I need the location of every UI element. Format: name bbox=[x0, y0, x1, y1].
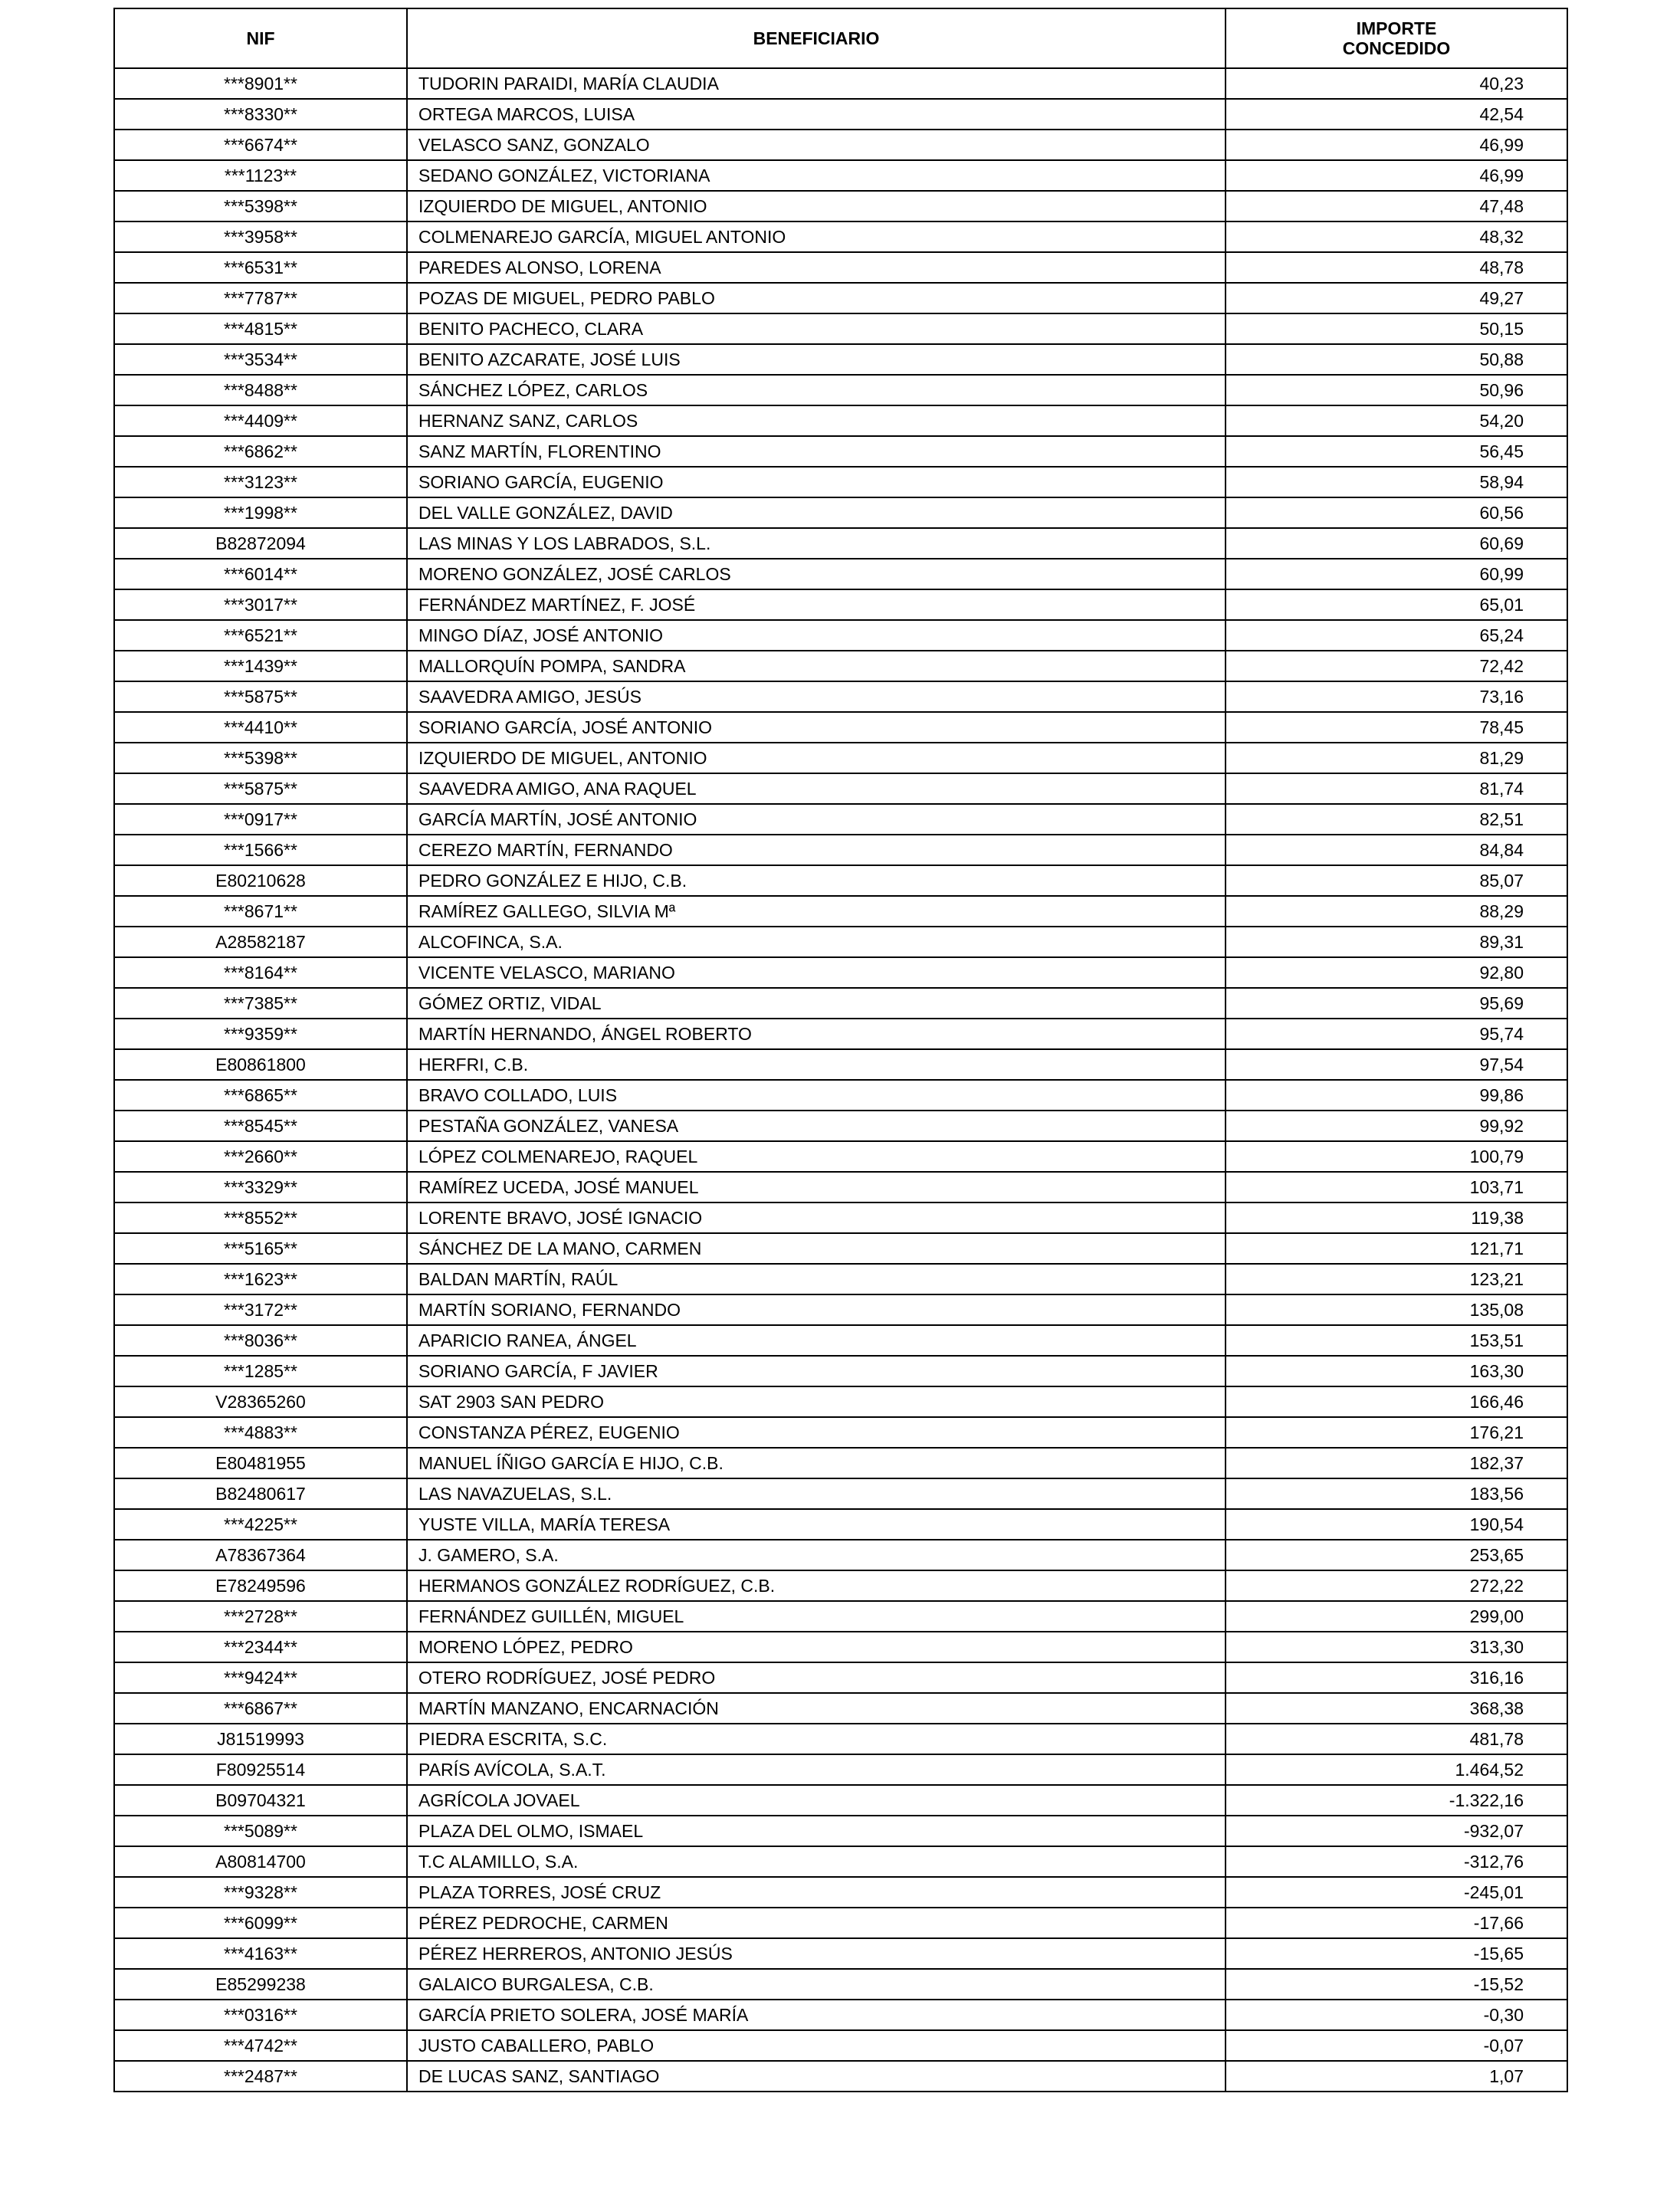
nif-cell: ***8552** bbox=[114, 1202, 407, 1233]
beneficiario-cell: JUSTO CABALLERO, PABLO bbox=[407, 2030, 1226, 2061]
nif-cell: ***0917** bbox=[114, 804, 407, 835]
table-row bbox=[114, 2030, 1567, 2061]
importe-cell: 481,78 bbox=[1226, 1724, 1567, 1754]
header-importe-line2: CONCEDIDO bbox=[1342, 38, 1451, 58]
beneficiario-cell: HERNANZ SANZ, CARLOS bbox=[407, 405, 1226, 436]
beneficiario-cell: MORENO GONZÁLEZ, JOSÉ CARLOS bbox=[407, 559, 1226, 589]
nif-cell: V28365260 bbox=[114, 1386, 407, 1417]
table-row bbox=[114, 1908, 1567, 1938]
beneficiario-cell: PLAZA TORRES, JOSÉ CRUZ bbox=[407, 1877, 1226, 1908]
nif-cell: ***8164** bbox=[114, 957, 407, 988]
importe-cell: 65,01 bbox=[1226, 589, 1567, 620]
importe-cell: 46,99 bbox=[1226, 160, 1567, 191]
nif-cell: B82872094 bbox=[114, 528, 407, 559]
nif-cell: ***1998** bbox=[114, 497, 407, 528]
importe-cell: 97,54 bbox=[1226, 1049, 1567, 1080]
beneficiario-cell: MARTÍN SORIANO, FERNANDO bbox=[407, 1294, 1226, 1325]
table-row bbox=[114, 1386, 1567, 1417]
importe-cell: 253,65 bbox=[1226, 1540, 1567, 1570]
nif-cell: ***6674** bbox=[114, 130, 407, 160]
nif-cell: ***5089** bbox=[114, 1816, 407, 1846]
table-row bbox=[114, 1049, 1567, 1080]
importe-cell: 368,38 bbox=[1226, 1693, 1567, 1724]
nif-cell: F80925514 bbox=[114, 1754, 407, 1785]
nif-cell: E80210628 bbox=[114, 865, 407, 896]
nif-cell: B09704321 bbox=[114, 1785, 407, 1816]
nif-cell: ***6865** bbox=[114, 1080, 407, 1111]
nif-cell: ***6521** bbox=[114, 620, 407, 651]
table-row bbox=[114, 467, 1567, 497]
table-row bbox=[114, 436, 1567, 467]
table-row bbox=[114, 743, 1567, 773]
importe-cell: 48,32 bbox=[1226, 221, 1567, 252]
beneficiario-cell: PESTAÑA GONZÁLEZ, VANESA bbox=[407, 1111, 1226, 1141]
beneficiario-cell: LORENTE BRAVO, JOSÉ IGNACIO bbox=[407, 1202, 1226, 1233]
beneficiario-cell: BENITO AZCARATE, JOSÉ LUIS bbox=[407, 344, 1226, 375]
nif-cell: ***4410** bbox=[114, 712, 407, 743]
table-row bbox=[114, 1019, 1567, 1049]
importe-cell: 272,22 bbox=[1226, 1570, 1567, 1601]
beneficiario-cell: IZQUIERDO DE MIGUEL, ANTONIO bbox=[407, 743, 1226, 773]
beneficiario-cell: SORIANO GARCÍA, JOSÉ ANTONIO bbox=[407, 712, 1226, 743]
beneficiario-cell: AGRÍCOLA JOVAEL bbox=[407, 1785, 1226, 1816]
beneficiario-cell: T.C ALAMILLO, S.A. bbox=[407, 1846, 1226, 1877]
importe-cell: -1.322,16 bbox=[1226, 1785, 1567, 1816]
nif-cell: ***4163** bbox=[114, 1938, 407, 1969]
beneficiario-cell: OTERO RODRÍGUEZ, JOSÉ PEDRO bbox=[407, 1662, 1226, 1693]
beneficiario-cell: SAAVEDRA AMIGO, ANA RAQUEL bbox=[407, 773, 1226, 804]
importe-cell: 46,99 bbox=[1226, 130, 1567, 160]
table-row bbox=[114, 1632, 1567, 1662]
beneficiario-cell: FERNÁNDEZ MARTÍNEZ, F. JOSÉ bbox=[407, 589, 1226, 620]
table-row bbox=[114, 1816, 1567, 1846]
beneficiario-cell: SORIANO GARCÍA, EUGENIO bbox=[407, 467, 1226, 497]
importe-cell: 95,74 bbox=[1226, 1019, 1567, 1049]
table-row bbox=[114, 283, 1567, 313]
beneficiario-cell: SÁNCHEZ LÓPEZ, CARLOS bbox=[407, 375, 1226, 405]
beneficiario-cell: BRAVO COLLADO, LUIS bbox=[407, 1080, 1226, 1111]
nif-cell: ***8330** bbox=[114, 99, 407, 130]
table-row bbox=[114, 99, 1567, 130]
beneficiario-cell: MALLORQUÍN POMPA, SANDRA bbox=[407, 651, 1226, 681]
table-row bbox=[114, 988, 1567, 1019]
importe-cell: 85,07 bbox=[1226, 865, 1567, 896]
table-row bbox=[114, 252, 1567, 283]
beneficiario-cell: DEL VALLE GONZÁLEZ, DAVID bbox=[407, 497, 1226, 528]
beneficiario-cell: CEREZO MARTÍN, FERNANDO bbox=[407, 835, 1226, 865]
nif-cell: ***5398** bbox=[114, 743, 407, 773]
beneficiario-cell: MANUEL ÍÑIGO GARCÍA E HIJO, C.B. bbox=[407, 1448, 1226, 1478]
beneficiario-cell: POZAS DE MIGUEL, PEDRO PABLO bbox=[407, 283, 1226, 313]
beneficiario-cell: SAAVEDRA AMIGO, JESÚS bbox=[407, 681, 1226, 712]
nif-cell: ***7787** bbox=[114, 283, 407, 313]
nif-cell: ***2728** bbox=[114, 1601, 407, 1632]
nif-cell: B82480617 bbox=[114, 1478, 407, 1509]
importe-cell: 153,51 bbox=[1226, 1325, 1567, 1356]
table-row bbox=[114, 1448, 1567, 1478]
beneficiario-cell: PAREDES ALONSO, LORENA bbox=[407, 252, 1226, 283]
nif-cell: ***1623** bbox=[114, 1264, 407, 1294]
importe-cell: 60,99 bbox=[1226, 559, 1567, 589]
nif-cell: J81519993 bbox=[114, 1724, 407, 1754]
table-row bbox=[114, 1141, 1567, 1172]
beneficiario-cell: VELASCO SANZ, GONZALO bbox=[407, 130, 1226, 160]
beneficiario-cell: COLMENAREJO GARCÍA, MIGUEL ANTONIO bbox=[407, 221, 1226, 252]
nif-cell: ***8901** bbox=[114, 68, 407, 99]
importe-cell: 316,16 bbox=[1226, 1662, 1567, 1693]
nif-cell: ***8036** bbox=[114, 1325, 407, 1356]
importe-cell: 95,69 bbox=[1226, 988, 1567, 1019]
table-row bbox=[114, 896, 1567, 927]
nif-cell: ***6862** bbox=[114, 436, 407, 467]
beneficiario-cell: BALDAN MARTÍN, RAÚL bbox=[407, 1264, 1226, 1294]
nif-cell: ***4883** bbox=[114, 1417, 407, 1448]
beneficiario-cell: LAS NAVAZUELAS, S.L. bbox=[407, 1478, 1226, 1509]
table-row bbox=[114, 1969, 1567, 2000]
importe-cell: -0,07 bbox=[1226, 2030, 1567, 2061]
beneficiario-cell: DE LUCAS SANZ, SANTIAGO bbox=[407, 2061, 1226, 2092]
table-row bbox=[114, 865, 1567, 896]
beneficiario-cell: J. GAMERO, S.A. bbox=[407, 1540, 1226, 1570]
table-row bbox=[114, 2061, 1567, 2092]
table-row bbox=[114, 1693, 1567, 1724]
beneficiario-cell: APARICIO RANEA, ÁNGEL bbox=[407, 1325, 1226, 1356]
beneficiario-cell: PEDRO GONZÁLEZ E HIJO, C.B. bbox=[407, 865, 1226, 896]
importe-cell: -15,65 bbox=[1226, 1938, 1567, 1969]
table-row bbox=[114, 1294, 1567, 1325]
importe-cell: -0,30 bbox=[1226, 2000, 1567, 2030]
header-row bbox=[114, 8, 1567, 68]
importe-cell: 84,84 bbox=[1226, 835, 1567, 865]
header-importe-line1: IMPORTE bbox=[1356, 18, 1437, 38]
importe-cell: 40,23 bbox=[1226, 68, 1567, 99]
nif-cell: ***4815** bbox=[114, 313, 407, 344]
header-beneficiario: BENEFICIARIO bbox=[407, 8, 1226, 68]
nif-cell: ***4225** bbox=[114, 1509, 407, 1540]
table-row bbox=[114, 405, 1567, 436]
nif-cell: ***9328** bbox=[114, 1877, 407, 1908]
nif-cell: ***7385** bbox=[114, 988, 407, 1019]
beneficiario-cell: SEDANO GONZÁLEZ, VICTORIANA bbox=[407, 160, 1226, 191]
nif-cell: A28582187 bbox=[114, 927, 407, 957]
importe-cell: 82,51 bbox=[1226, 804, 1567, 835]
table-row bbox=[114, 2000, 1567, 2030]
importe-cell: 50,96 bbox=[1226, 375, 1567, 405]
table-row bbox=[114, 221, 1567, 252]
importe-cell: -17,66 bbox=[1226, 1908, 1567, 1938]
beneficiario-cell: HERFRI, C.B. bbox=[407, 1049, 1226, 1080]
beneficiario-cell: HERMANOS GONZÁLEZ RODRÍGUEZ, C.B. bbox=[407, 1570, 1226, 1601]
importe-cell: -245,01 bbox=[1226, 1877, 1567, 1908]
beneficiario-cell: LÓPEZ COLMENAREJO, RAQUEL bbox=[407, 1141, 1226, 1172]
importe-cell: 166,46 bbox=[1226, 1386, 1567, 1417]
table-row bbox=[114, 1509, 1567, 1540]
nif-cell: ***2344** bbox=[114, 1632, 407, 1662]
table-row bbox=[114, 1202, 1567, 1233]
nif-cell: E85299238 bbox=[114, 1969, 407, 2000]
table-row bbox=[114, 957, 1567, 988]
beneficiario-cell: GARCÍA PRIETO SOLERA, JOSÉ MARÍA bbox=[407, 2000, 1226, 2030]
importe-cell: 81,29 bbox=[1226, 743, 1567, 773]
nif-cell: ***6099** bbox=[114, 1908, 407, 1938]
beneficiario-cell: PÉREZ HERREROS, ANTONIO JESÚS bbox=[407, 1938, 1226, 1969]
table-row bbox=[114, 1264, 1567, 1294]
table-row bbox=[114, 375, 1567, 405]
importe-cell: 1.464,52 bbox=[1226, 1754, 1567, 1785]
nif-cell: ***2660** bbox=[114, 1141, 407, 1172]
importe-cell: 65,24 bbox=[1226, 620, 1567, 651]
importe-cell: 135,08 bbox=[1226, 1294, 1567, 1325]
beneficiario-cell: LAS MINAS Y LOS LABRADOS, S.L. bbox=[407, 528, 1226, 559]
table-row bbox=[114, 1540, 1567, 1570]
nif-cell: ***3172** bbox=[114, 1294, 407, 1325]
beneficiario-cell: MINGO DÍAZ, JOSÉ ANTONIO bbox=[407, 620, 1226, 651]
beneficiario-cell: MORENO LÓPEZ, PEDRO bbox=[407, 1632, 1226, 1662]
beneficiario-cell: GALAICO BURGALESA, C.B. bbox=[407, 1969, 1226, 2000]
nif-cell: ***8671** bbox=[114, 896, 407, 927]
importe-cell: 176,21 bbox=[1226, 1417, 1567, 1448]
table-row bbox=[114, 1785, 1567, 1816]
table-row bbox=[114, 651, 1567, 681]
table-row bbox=[114, 1356, 1567, 1386]
table-row bbox=[114, 1662, 1567, 1693]
importe-cell: 182,37 bbox=[1226, 1448, 1567, 1478]
nif-cell: A80814700 bbox=[114, 1846, 407, 1877]
table-row bbox=[114, 1080, 1567, 1111]
beneficiario-cell: MARTÍN MANZANO, ENCARNACIÓN bbox=[407, 1693, 1226, 1724]
beneficiario-cell: SAT 2903 SAN PEDRO bbox=[407, 1386, 1226, 1417]
importe-cell: 50,88 bbox=[1226, 344, 1567, 375]
importe-cell: 42,54 bbox=[1226, 99, 1567, 130]
table-row bbox=[114, 804, 1567, 835]
nif-cell: ***6531** bbox=[114, 252, 407, 283]
nif-cell: E80481955 bbox=[114, 1448, 407, 1478]
table-row bbox=[114, 1846, 1567, 1877]
beneficiario-cell: ORTEGA MARCOS, LUISA bbox=[407, 99, 1226, 130]
nif-cell: ***6014** bbox=[114, 559, 407, 589]
nif-cell: E78249596 bbox=[114, 1570, 407, 1601]
beneficiario-cell: GARCÍA MARTÍN, JOSÉ ANTONIO bbox=[407, 804, 1226, 835]
importe-cell: 48,78 bbox=[1226, 252, 1567, 283]
table-body bbox=[114, 68, 1567, 2092]
nif-cell: ***5165** bbox=[114, 1233, 407, 1264]
beneficiario-cell: VICENTE VELASCO, MARIANO bbox=[407, 957, 1226, 988]
grants-table bbox=[113, 8, 1568, 2092]
nif-cell: ***1285** bbox=[114, 1356, 407, 1386]
beneficiario-cell: RAMÍREZ GALLEGO, SILVIA Mª bbox=[407, 896, 1226, 927]
beneficiario-cell: ALCOFINCA, S.A. bbox=[407, 927, 1226, 957]
importe-cell: 190,54 bbox=[1226, 1509, 1567, 1540]
table-row bbox=[114, 1325, 1567, 1356]
table-row bbox=[114, 712, 1567, 743]
table-row bbox=[114, 1417, 1567, 1448]
table-row bbox=[114, 344, 1567, 375]
importe-cell: 89,31 bbox=[1226, 927, 1567, 957]
nif-cell: ***3123** bbox=[114, 467, 407, 497]
importe-cell: 121,71 bbox=[1226, 1233, 1567, 1264]
importe-cell: 119,38 bbox=[1226, 1202, 1567, 1233]
table-row bbox=[114, 528, 1567, 559]
nif-cell: ***5398** bbox=[114, 191, 407, 221]
beneficiario-cell: SÁNCHEZ DE LA MANO, CARMEN bbox=[407, 1233, 1226, 1264]
importe-cell: 299,00 bbox=[1226, 1601, 1567, 1632]
nif-cell: ***1439** bbox=[114, 651, 407, 681]
importe-cell: 92,80 bbox=[1226, 957, 1567, 988]
beneficiario-cell: RAMÍREZ UCEDA, JOSÉ MANUEL bbox=[407, 1172, 1226, 1202]
importe-cell: 163,30 bbox=[1226, 1356, 1567, 1386]
importe-cell: 103,71 bbox=[1226, 1172, 1567, 1202]
beneficiario-cell: PARÍS AVÍCOLA, S.A.T. bbox=[407, 1754, 1226, 1785]
importe-cell: 81,74 bbox=[1226, 773, 1567, 804]
beneficiario-cell: IZQUIERDO DE MIGUEL, ANTONIO bbox=[407, 191, 1226, 221]
importe-cell: 78,45 bbox=[1226, 712, 1567, 743]
importe-cell: 183,56 bbox=[1226, 1478, 1567, 1509]
beneficiario-cell: SORIANO GARCÍA, F JAVIER bbox=[407, 1356, 1226, 1386]
table-row bbox=[114, 1754, 1567, 1785]
nif-cell: ***3329** bbox=[114, 1172, 407, 1202]
beneficiario-cell: SANZ MARTÍN, FLORENTINO bbox=[407, 436, 1226, 467]
importe-cell: 99,86 bbox=[1226, 1080, 1567, 1111]
table-row bbox=[114, 191, 1567, 221]
importe-cell: 88,29 bbox=[1226, 896, 1567, 927]
nif-cell: ***8488** bbox=[114, 375, 407, 405]
table-row bbox=[114, 313, 1567, 344]
beneficiario-cell: PLAZA DEL OLMO, ISMAEL bbox=[407, 1816, 1226, 1846]
importe-cell: 100,79 bbox=[1226, 1141, 1567, 1172]
table-row bbox=[114, 1233, 1567, 1264]
nif-cell: ***6867** bbox=[114, 1693, 407, 1724]
nif-cell: E80861800 bbox=[114, 1049, 407, 1080]
table-row bbox=[114, 1601, 1567, 1632]
importe-cell: -932,07 bbox=[1226, 1816, 1567, 1846]
beneficiario-cell: YUSTE VILLA, MARÍA TERESA bbox=[407, 1509, 1226, 1540]
nif-cell: ***4409** bbox=[114, 405, 407, 436]
nif-cell: ***8545** bbox=[114, 1111, 407, 1141]
table-row bbox=[114, 1570, 1567, 1601]
beneficiario-cell: PIEDRA ESCRITA, S.C. bbox=[407, 1724, 1226, 1754]
importe-cell: 54,20 bbox=[1226, 405, 1567, 436]
beneficiario-cell: MARTÍN HERNANDO, ÁNGEL ROBERTO bbox=[407, 1019, 1226, 1049]
beneficiario-cell: TUDORIN PARAIDI, MARÍA CLAUDIA bbox=[407, 68, 1226, 99]
nif-cell: ***5875** bbox=[114, 681, 407, 712]
nif-cell: ***3958** bbox=[114, 221, 407, 252]
importe-cell: -15,52 bbox=[1226, 1969, 1567, 2000]
table-row bbox=[114, 130, 1567, 160]
table-row bbox=[114, 773, 1567, 804]
nif-cell: ***4742** bbox=[114, 2030, 407, 2061]
importe-cell: 56,45 bbox=[1226, 436, 1567, 467]
beneficiario-cell: PÉREZ PEDROCHE, CARMEN bbox=[407, 1908, 1226, 1938]
table-header bbox=[114, 8, 1567, 68]
table-row bbox=[114, 497, 1567, 528]
importe-cell: 50,15 bbox=[1226, 313, 1567, 344]
table-row bbox=[114, 160, 1567, 191]
beneficiario-cell: GÓMEZ ORTIZ, VIDAL bbox=[407, 988, 1226, 1019]
importe-cell: 123,21 bbox=[1226, 1264, 1567, 1294]
nif-cell: ***9424** bbox=[114, 1662, 407, 1693]
importe-cell: 313,30 bbox=[1226, 1632, 1567, 1662]
importe-cell: 58,94 bbox=[1226, 467, 1567, 497]
table-row bbox=[114, 620, 1567, 651]
importe-cell: 47,48 bbox=[1226, 191, 1567, 221]
table-row bbox=[114, 1724, 1567, 1754]
importe-cell: 99,92 bbox=[1226, 1111, 1567, 1141]
nif-cell: ***3534** bbox=[114, 344, 407, 375]
importe-cell: 60,69 bbox=[1226, 528, 1567, 559]
table-row bbox=[114, 1478, 1567, 1509]
table-row bbox=[114, 927, 1567, 957]
importe-cell: 49,27 bbox=[1226, 283, 1567, 313]
nif-cell: ***1566** bbox=[114, 835, 407, 865]
header-nif: NIF bbox=[114, 8, 407, 68]
beneficiario-cell: FERNÁNDEZ GUILLÉN, MIGUEL bbox=[407, 1601, 1226, 1632]
nif-cell: ***5875** bbox=[114, 773, 407, 804]
table-row bbox=[114, 589, 1567, 620]
table-row bbox=[114, 1938, 1567, 1969]
table-row bbox=[114, 1172, 1567, 1202]
nif-cell: ***3017** bbox=[114, 589, 407, 620]
importe-cell: 73,16 bbox=[1226, 681, 1567, 712]
importe-cell: 1,07 bbox=[1226, 2061, 1567, 2092]
importe-cell: 60,56 bbox=[1226, 497, 1567, 528]
nif-cell: A78367364 bbox=[114, 1540, 407, 1570]
beneficiario-cell: CONSTANZA PÉREZ, EUGENIO bbox=[407, 1417, 1226, 1448]
nif-cell: ***0316** bbox=[114, 2000, 407, 2030]
table-row bbox=[114, 68, 1567, 99]
importe-cell: -312,76 bbox=[1226, 1846, 1567, 1877]
importe-cell: 72,42 bbox=[1226, 651, 1567, 681]
header-importe-concedido bbox=[1226, 8, 1567, 68]
nif-cell: ***2487** bbox=[114, 2061, 407, 2092]
table-row bbox=[114, 559, 1567, 589]
table-row bbox=[114, 681, 1567, 712]
beneficiario-cell: BENITO PACHECO, CLARA bbox=[407, 313, 1226, 344]
table-row bbox=[114, 835, 1567, 865]
nif-cell: ***9359** bbox=[114, 1019, 407, 1049]
nif-cell: ***1123** bbox=[114, 160, 407, 191]
table-row bbox=[114, 1111, 1567, 1141]
table-row bbox=[114, 1877, 1567, 1908]
